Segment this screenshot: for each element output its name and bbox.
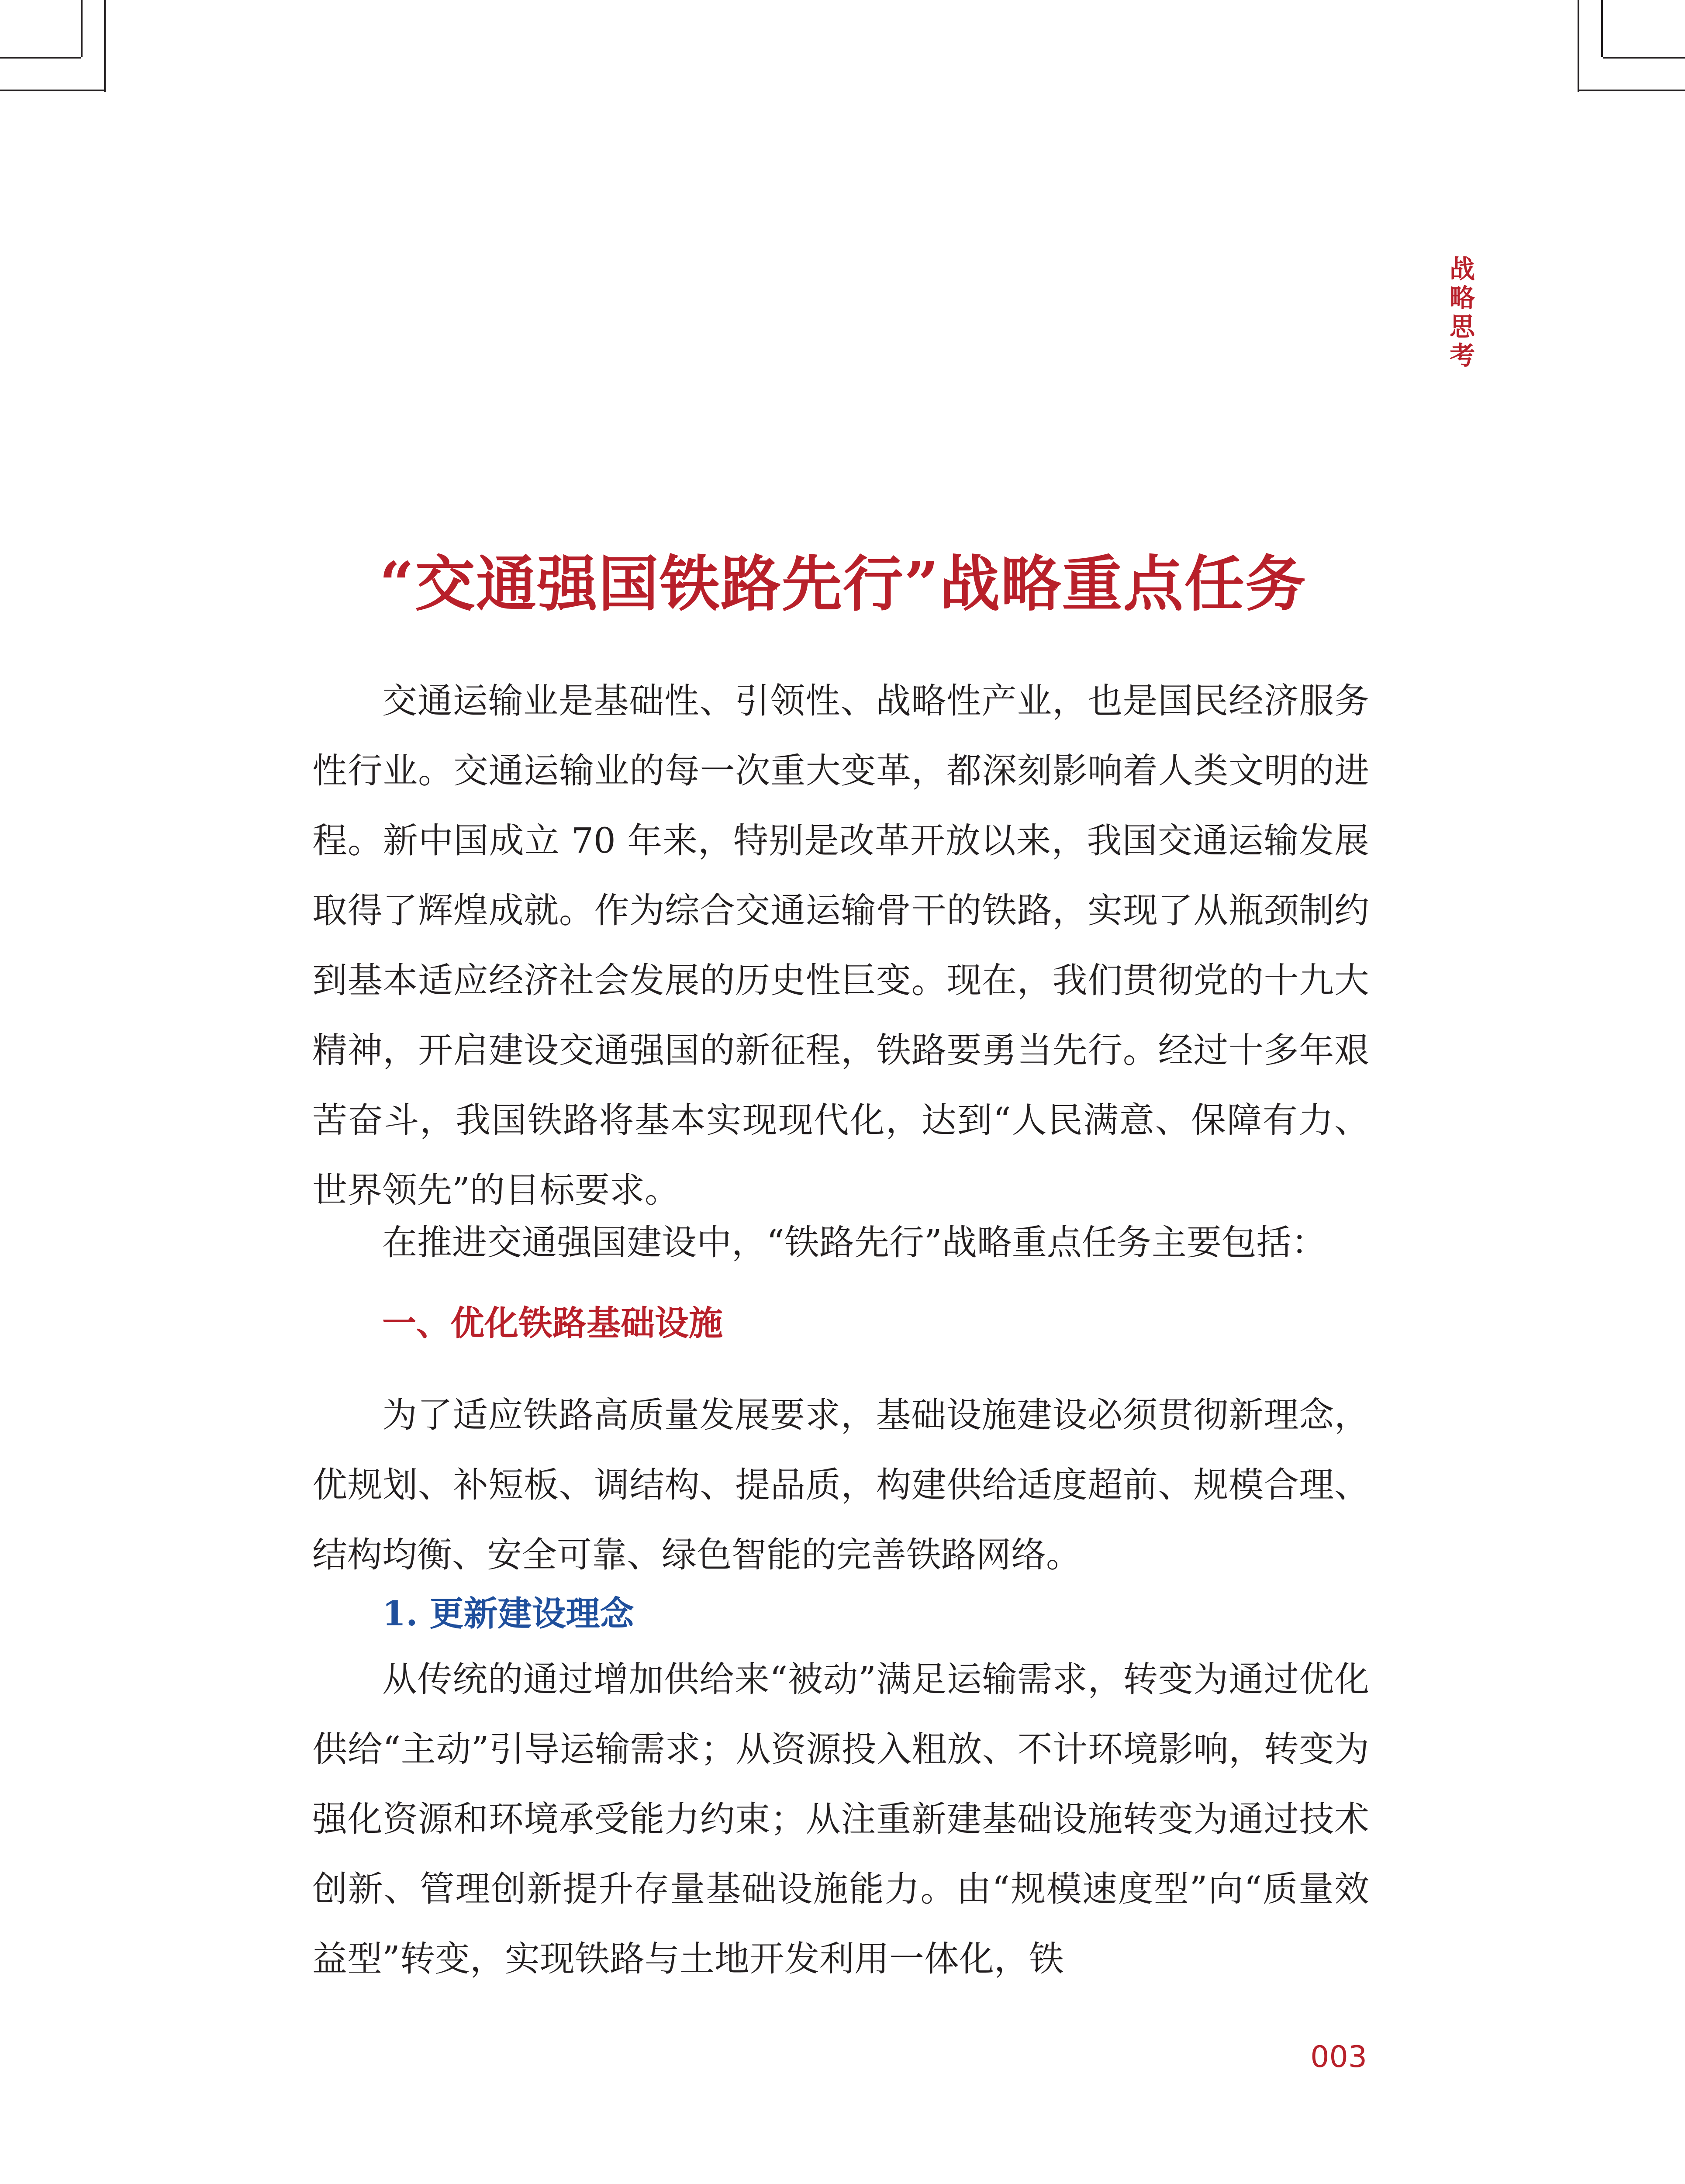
body-paragraph: 交通运输业是基础性、引领性、战略性产业，也是国民经济服务性行业。交通运输业的每一次重大变革，都深刻影响着人类文明的进程。新中国成立 70 年来，特别是改革开放以来，我国交通运输发展取得了辉煌成就。作为综合交通运输骨干的铁路，实现了从瓶颈制约到基本适应经济社会发展的历史性巨变。现在，我们贯彻党的十九大精神，开启建设交通强国的新征程，铁路要勇当先行。经过十多年艰苦奋斗，我国铁路将基本实现现代化，达到“人民满意、保障有力、世界领先”的目标要求。 (312, 681, 1369, 1210)
crop-mark (104, 0, 106, 92)
body-paragraph: 从传统的通过增加供给来“被动”满足运输需求，转变为通过优化供给“主动”引导运输需求；从资源投入粗放、不计环境影响，转变为强化资源和环境承受能力约束；从注重新建基础设施转变为通过技术创新、管理创新提升存量基础设施能力。由“规模速度型”向“质量效益型”转变，实现铁路与土地开发利用一体化，铁 (312, 1659, 1369, 1979)
body-paragraph: 在推进交通强国建设中，“铁路先行”战略重点任务主要包括： (382, 1222, 1326, 1263)
crop-mark (81, 0, 83, 57)
article-title: “交通强国铁路先行”战略重点任务 (379, 548, 1307, 620)
crop-mark (1601, 0, 1603, 57)
crop-mark (1578, 90, 1685, 91)
crop-mark (1603, 57, 1685, 59)
page-number: 003 (1310, 2040, 1367, 2074)
crop-mark (1578, 0, 1579, 92)
crop-mark (0, 90, 106, 91)
section-tab: 战略思考 (1445, 256, 1475, 371)
body-paragraph: 为了适应铁路高质量发展要求，基础设施建设必须贯彻新理念，优规划、补短板、调结构、提品质，构建供给适度超前、规模合理、结构均衡、安全可靠、绿色智能的完善铁路网络。 (312, 1395, 1369, 1575)
subsection-heading: 1. 更新建设理念 (382, 1594, 634, 1634)
section-heading: 一、优化铁路基础设施 (382, 1304, 723, 1343)
crop-mark (0, 57, 81, 59)
